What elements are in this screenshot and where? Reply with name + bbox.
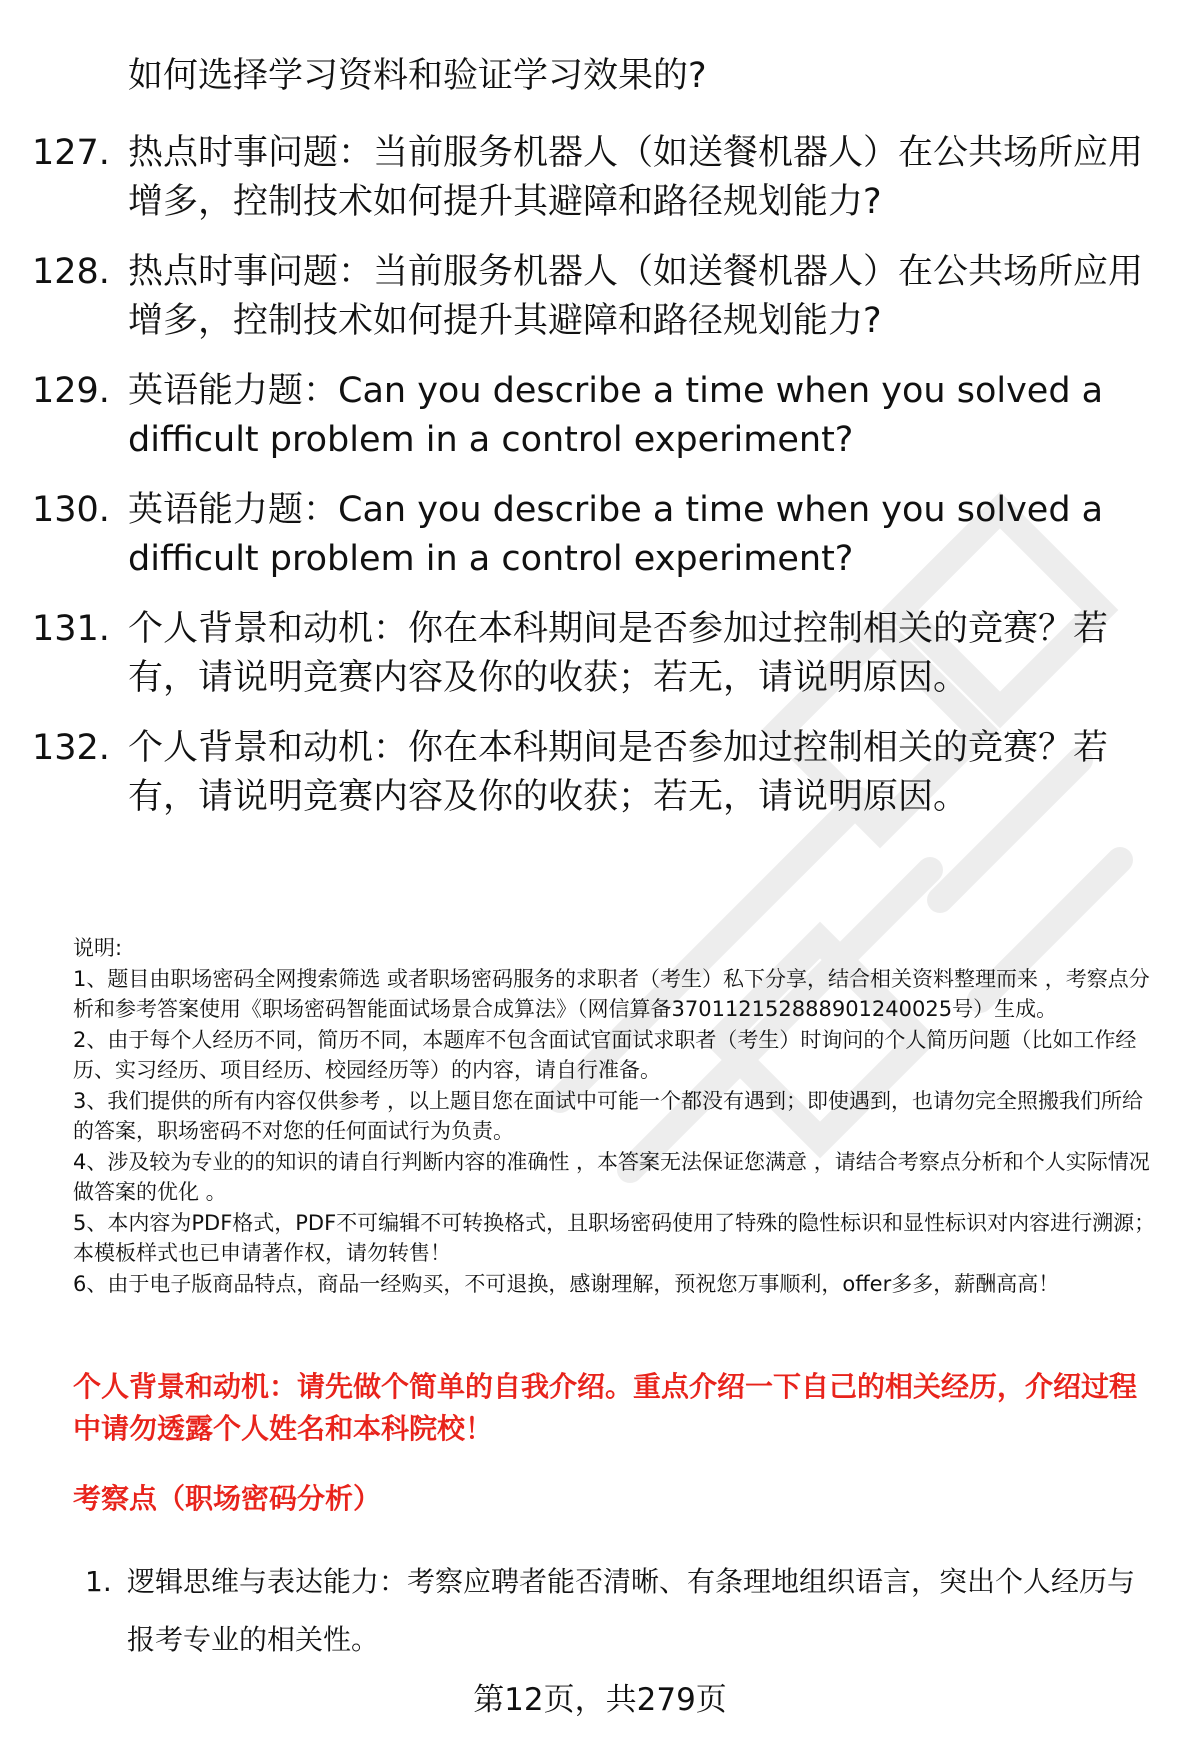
- note-item: 1、题目由职场密码全网搜索筛选 或者职场密码服务的求职者（考生）私下分享，结合相关资料整理而来 ，考察点分析和参考答案使用《职场密码智能面试场景合成算法》（网信算备370112152888901240025号）生成。: [73, 966, 1150, 1021]
- question-text: 热点时事问题：当前服务机器人（如送餐机器人）在公共场所应用增多，控制技术如何提升其避障和路径规划能力?: [128, 133, 1144, 222]
- question-text: 英语能力题：Can you describe a time when you solved a difficult problem in a control experiment?: [128, 490, 1104, 579]
- question-text: 英语能力题：Can you describe a time when you solved a difficult problem in a control experiment?: [128, 371, 1104, 460]
- point-number: 1.: [85, 1565, 112, 1598]
- section-heading: 个人背景和动机：请先做个简单的自我介绍。重点介绍一下自己的相关经历，介绍过程中请勿透露个人姓名和本科院校！: [73, 1370, 1138, 1445]
- question-number: 129.: [32, 371, 110, 411]
- question-number: 131.: [32, 609, 110, 649]
- note-item: 6、由于电子版商品特点，商品一经购买，不可退换，感谢理解，预祝您万事顺利，offer多多，薪酬高高！: [73, 1271, 1060, 1296]
- question-text: 如何选择学习资料和验证学习效果的?: [128, 56, 707, 96]
- question-number: 130.: [32, 490, 110, 530]
- question-text: 热点时事问题：当前服务机器人（如送餐机器人）在公共场所应用增多，控制技术如何提升其避障和路径规划能力?: [128, 252, 1144, 341]
- note-item: 3、我们提供的所有内容仅供参考 ，以上题目您在面试中可能一个都没有遇到；即使遇到，也请勿完全照搬我们所给的答案，职场密码不对您的任何面试行为负责。: [73, 1088, 1144, 1143]
- question-text: 个人背景和动机：你在本科期间是否参加过控制相关的竞赛？若有，请说明竞赛内容及你的收获；若无，请说明原因。: [128, 728, 1109, 817]
- note-item: 5、本内容为PDF格式，PDF不可编辑不可转换格式，且职场密码使用了特殊的隐性标识和显性标识对内容进行溯源；本模板样式也已申请著作权，请勿转售！: [73, 1210, 1156, 1265]
- question-text: 个人背景和动机：你在本科期间是否参加过控制相关的竞赛？若有，请说明竞赛内容及你的收获；若无，请说明原因。: [128, 609, 1109, 698]
- section-subheading: 考察点（职场密码分析）: [73, 1482, 382, 1515]
- note-item: 2、由于每个人经历不同，简历不同，本题库不包含面试官面试求职者（考生）时询问的个人简历问题（比如工作经历、实习经历、项目经历、校园经历等）的内容，请自行准备。: [73, 1027, 1137, 1082]
- notes-section: [73, 933, 1163, 1299]
- page-footer: 第12页，共279页: [473, 1682, 727, 1718]
- notes-title: 说明:: [73, 936, 123, 960]
- note-item: 4、涉及较为专业的的知识的请自行判断内容的准确性 ，本答案无法保证您满意 ，请结合考察点分析和个人实际情况做答案的优化 。: [73, 1149, 1150, 1204]
- question-number: 132.: [32, 728, 110, 768]
- question-number: 127.: [32, 133, 110, 173]
- point-text: 逻辑思维与表达能力：考察应聘者能否清晰、有条理地组织语言，突出个人经历与报考专业的相关性。: [127, 1565, 1136, 1656]
- question-number: 128.: [32, 252, 110, 292]
